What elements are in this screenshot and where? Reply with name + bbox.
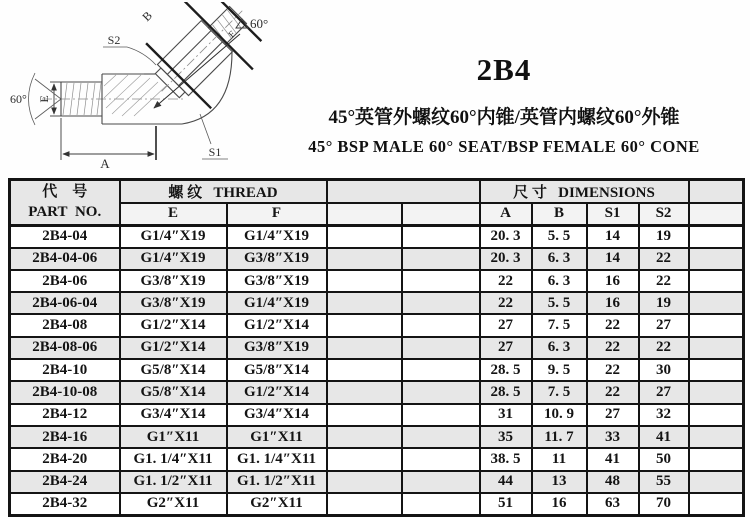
cell-part-no: 2B4-04 [10, 225, 120, 247]
cell-part-no: 2B4-12 [10, 404, 120, 426]
table-row [10, 471, 744, 493]
cell-dim-b: 6. 3 [532, 270, 587, 292]
cell-part-no: 2B4-10 [10, 359, 120, 381]
cell-dim-s1: 63 [587, 493, 639, 515]
cell-empty-3 [689, 448, 744, 470]
cell-empty-1 [327, 225, 402, 247]
cell-dim-s1: 22 [587, 381, 639, 403]
cell-dim-s2: 27 [639, 314, 689, 336]
cell-dim-a: 31 [480, 404, 532, 426]
cell-empty-2 [402, 381, 480, 403]
cell-dim-s2: 27 [639, 381, 689, 403]
cell-empty-1 [327, 404, 402, 426]
cell-empty-1 [327, 471, 402, 493]
cell-dim-s2: 22 [639, 337, 689, 359]
cell-empty-1 [327, 381, 402, 403]
cell-thread-f: G1/2″X14 [227, 314, 327, 336]
cell-dim-s2: 70 [639, 493, 689, 515]
cell-dim-s2: 19 [639, 292, 689, 314]
cell-empty-3 [689, 471, 744, 493]
cell-empty-2 [402, 270, 480, 292]
spec-table-body [10, 225, 744, 515]
cell-thread-e: G5/8″X14 [120, 381, 227, 403]
cell-dim-b: 13 [532, 471, 587, 493]
cell-empty-2 [402, 225, 480, 247]
cell-dim-s1: 16 [587, 270, 639, 292]
cell-empty-2 [402, 359, 480, 381]
header-empty-3 [689, 203, 744, 225]
title-block [268, 0, 740, 176]
table-row [10, 225, 744, 247]
label-f: F [226, 28, 237, 40]
header-empty-right [689, 180, 744, 204]
cell-thread-e: G3/4″X14 [120, 404, 227, 426]
subtitle-english: 45° BSP MALE 60° SEAT/BSP FEMALE 60° CONE [308, 137, 700, 156]
cell-dim-a: 28. 5 [480, 359, 532, 381]
cell-empty-3 [689, 248, 744, 270]
cell-dim-s1: 16 [587, 292, 639, 314]
cell-thread-e: G1. 1/4″X11 [120, 448, 227, 470]
table-row [10, 359, 744, 381]
header-empty-1 [327, 203, 402, 225]
cell-empty-3 [689, 359, 744, 381]
cell-thread-f: G3/4″X14 [227, 404, 327, 426]
cell-dim-s1: 22 [587, 359, 639, 381]
cell-thread-f: G1/4″X19 [227, 292, 327, 314]
table-row [10, 270, 744, 292]
cell-thread-f: G3/8″X19 [227, 248, 327, 270]
cell-thread-f: G1/4″X19 [227, 225, 327, 247]
cell-empty-3 [689, 225, 744, 247]
cell-dim-s1: 22 [587, 314, 639, 336]
cell-empty-2 [402, 404, 480, 426]
header-col-b: B [532, 203, 587, 225]
cell-dim-s2: 32 [639, 404, 689, 426]
cell-dim-b: 10. 9 [532, 404, 587, 426]
cell-dim-s1: 14 [587, 225, 639, 247]
subtitle-chinese: 45°英管外螺纹60°内锥/英管内螺纹60°外锥 [328, 107, 680, 128]
cell-empty-1 [327, 248, 402, 270]
cell-part-no: 2B4-10-08 [10, 381, 120, 403]
cell-dim-s1: 48 [587, 471, 639, 493]
header-thread: 螺 纹 THREAD [120, 180, 327, 204]
label-s1: S1 [208, 145, 222, 159]
cell-empty-3 [689, 270, 744, 292]
table-row [10, 404, 744, 426]
cell-dim-s2: 22 [639, 270, 689, 292]
cell-part-no: 2B4-06-04 [10, 292, 120, 314]
cell-dim-s2: 55 [639, 471, 689, 493]
cell-empty-2 [402, 448, 480, 470]
cell-thread-f: G1. 1/4″X11 [227, 448, 327, 470]
cell-part-no: 2B4-04-06 [10, 248, 120, 270]
cell-empty-3 [689, 292, 744, 314]
label-cone-left: 60° [10, 92, 27, 106]
header-dimensions: 尺 寸 DIMENSIONS [480, 180, 689, 204]
cell-dim-b: 7. 5 [532, 381, 587, 403]
header-empty-mid [327, 180, 480, 204]
cell-dim-a: 27 [480, 337, 532, 359]
cell-thread-f: G3/8″X19 [227, 270, 327, 292]
cell-dim-a: 35 [480, 426, 532, 448]
cell-dim-b: 9. 5 [532, 359, 587, 381]
cell-thread-e: G1. 1/2″X11 [120, 471, 227, 493]
cell-dim-s1: 27 [587, 404, 639, 426]
header-col-f: F [227, 203, 327, 225]
cell-thread-f: G1/2″X14 [227, 381, 327, 403]
cell-dim-s2: 19 [639, 225, 689, 247]
cell-part-no: 2B4-08-06 [10, 337, 120, 359]
cell-dim-a: 20. 3 [480, 225, 532, 247]
cell-empty-3 [689, 426, 744, 448]
cell-empty-2 [402, 471, 480, 493]
cell-part-no: 2B4-20 [10, 448, 120, 470]
cell-empty-1 [327, 493, 402, 515]
table-row [10, 314, 744, 336]
fitting-drawing-svg [4, 2, 270, 176]
cell-empty-3 [689, 381, 744, 403]
cell-dim-b: 5. 5 [532, 225, 587, 247]
cell-thread-e: G3/8″X19 [120, 270, 227, 292]
cell-thread-f: G2″X11 [227, 493, 327, 515]
cell-part-no: 2B4-16 [10, 426, 120, 448]
cell-thread-f: G1″X11 [227, 426, 327, 448]
cell-part-no: 2B4-32 [10, 493, 120, 515]
spec-table [8, 178, 745, 517]
cell-empty-3 [689, 314, 744, 336]
header-part-no [10, 180, 120, 226]
table-row [10, 493, 744, 515]
cell-dim-b: 6. 3 [532, 248, 587, 270]
cell-empty-1 [327, 314, 402, 336]
cell-part-no: 2B4-06 [10, 270, 120, 292]
cell-thread-e: G2″X11 [120, 493, 227, 515]
table-row [10, 292, 744, 314]
cell-dim-b: 16 [532, 493, 587, 515]
cell-empty-2 [402, 493, 480, 515]
cell-empty-1 [327, 426, 402, 448]
cell-dim-a: 22 [480, 270, 532, 292]
table-row [10, 448, 744, 470]
header-col-s1: S1 [587, 203, 639, 225]
cell-dim-a: 51 [480, 493, 532, 515]
cell-part-no: 2B4-24 [10, 471, 120, 493]
cell-empty-2 [402, 314, 480, 336]
cell-dim-a: 27 [480, 314, 532, 336]
cell-thread-e: G3/8″X19 [120, 292, 227, 314]
cell-thread-e: G1/4″X19 [120, 225, 227, 247]
cell-part-no: 2B4-08 [10, 314, 120, 336]
label-e: E [37, 95, 51, 103]
cell-thread-f: G5/8″X14 [227, 359, 327, 381]
cell-thread-e: G1/4″X19 [120, 248, 227, 270]
cell-empty-3 [689, 493, 744, 515]
header-col-a: A [480, 203, 532, 225]
cell-dim-b: 7. 5 [532, 314, 587, 336]
header-col-e: E [120, 203, 227, 225]
cell-dim-s1: 22 [587, 337, 639, 359]
cell-thread-e: G1/2″X14 [120, 314, 227, 336]
product-code: 2B4 [476, 52, 532, 87]
cell-dim-b: 6. 3 [532, 337, 587, 359]
cell-empty-2 [402, 292, 480, 314]
cell-empty-3 [689, 404, 744, 426]
cell-dim-b: 5. 5 [532, 292, 587, 314]
cell-empty-1 [327, 448, 402, 470]
cell-empty-2 [402, 248, 480, 270]
label-a: A [100, 156, 110, 171]
cell-dim-b: 11 [532, 448, 587, 470]
cell-empty-1 [327, 359, 402, 381]
table-row [10, 381, 744, 403]
label-s2: S2 [107, 33, 121, 47]
cell-dim-a: 38. 5 [480, 448, 532, 470]
cell-empty-3 [689, 337, 744, 359]
cell-dim-a: 22 [480, 292, 532, 314]
cell-dim-s2: 22 [639, 248, 689, 270]
cell-thread-f: G1. 1/2″X11 [227, 471, 327, 493]
cell-dim-a: 28. 5 [480, 381, 532, 403]
cell-dim-s2: 41 [639, 426, 689, 448]
body-section-hatch [104, 75, 166, 116]
cell-empty-1 [327, 292, 402, 314]
label-cone-top: 60° [250, 16, 269, 31]
cell-empty-2 [402, 337, 480, 359]
cell-dim-a: 20. 3 [480, 248, 532, 270]
cell-dim-s1: 14 [587, 248, 639, 270]
cell-dim-s1: 33 [587, 426, 639, 448]
header-col-s2: S2 [639, 203, 689, 225]
header-empty-2 [402, 203, 480, 225]
cell-dim-b: 11. 7 [532, 426, 587, 448]
cell-dim-s1: 41 [587, 448, 639, 470]
header-part-no-en: PART NO. [28, 204, 102, 221]
cell-dim-s2: 50 [639, 448, 689, 470]
cell-dim-a: 44 [480, 471, 532, 493]
cell-empty-1 [327, 270, 402, 292]
label-b: B [139, 8, 155, 24]
cell-thread-e: G1″X11 [120, 426, 227, 448]
cell-thread-e: G1/2″X14 [120, 337, 227, 359]
s2-leader [103, 47, 156, 65]
cell-dim-s2: 30 [639, 359, 689, 381]
cell-empty-2 [402, 426, 480, 448]
table-row [10, 337, 744, 359]
cell-thread-f: G3/8″X19 [227, 337, 327, 359]
table-row [10, 426, 744, 448]
cell-empty-1 [327, 337, 402, 359]
cell-thread-e: G5/8″X14 [120, 359, 227, 381]
table-row [10, 248, 744, 270]
fitting-technical-drawing [4, 2, 270, 176]
header-part-no-cn: 代 号 [42, 184, 88, 201]
